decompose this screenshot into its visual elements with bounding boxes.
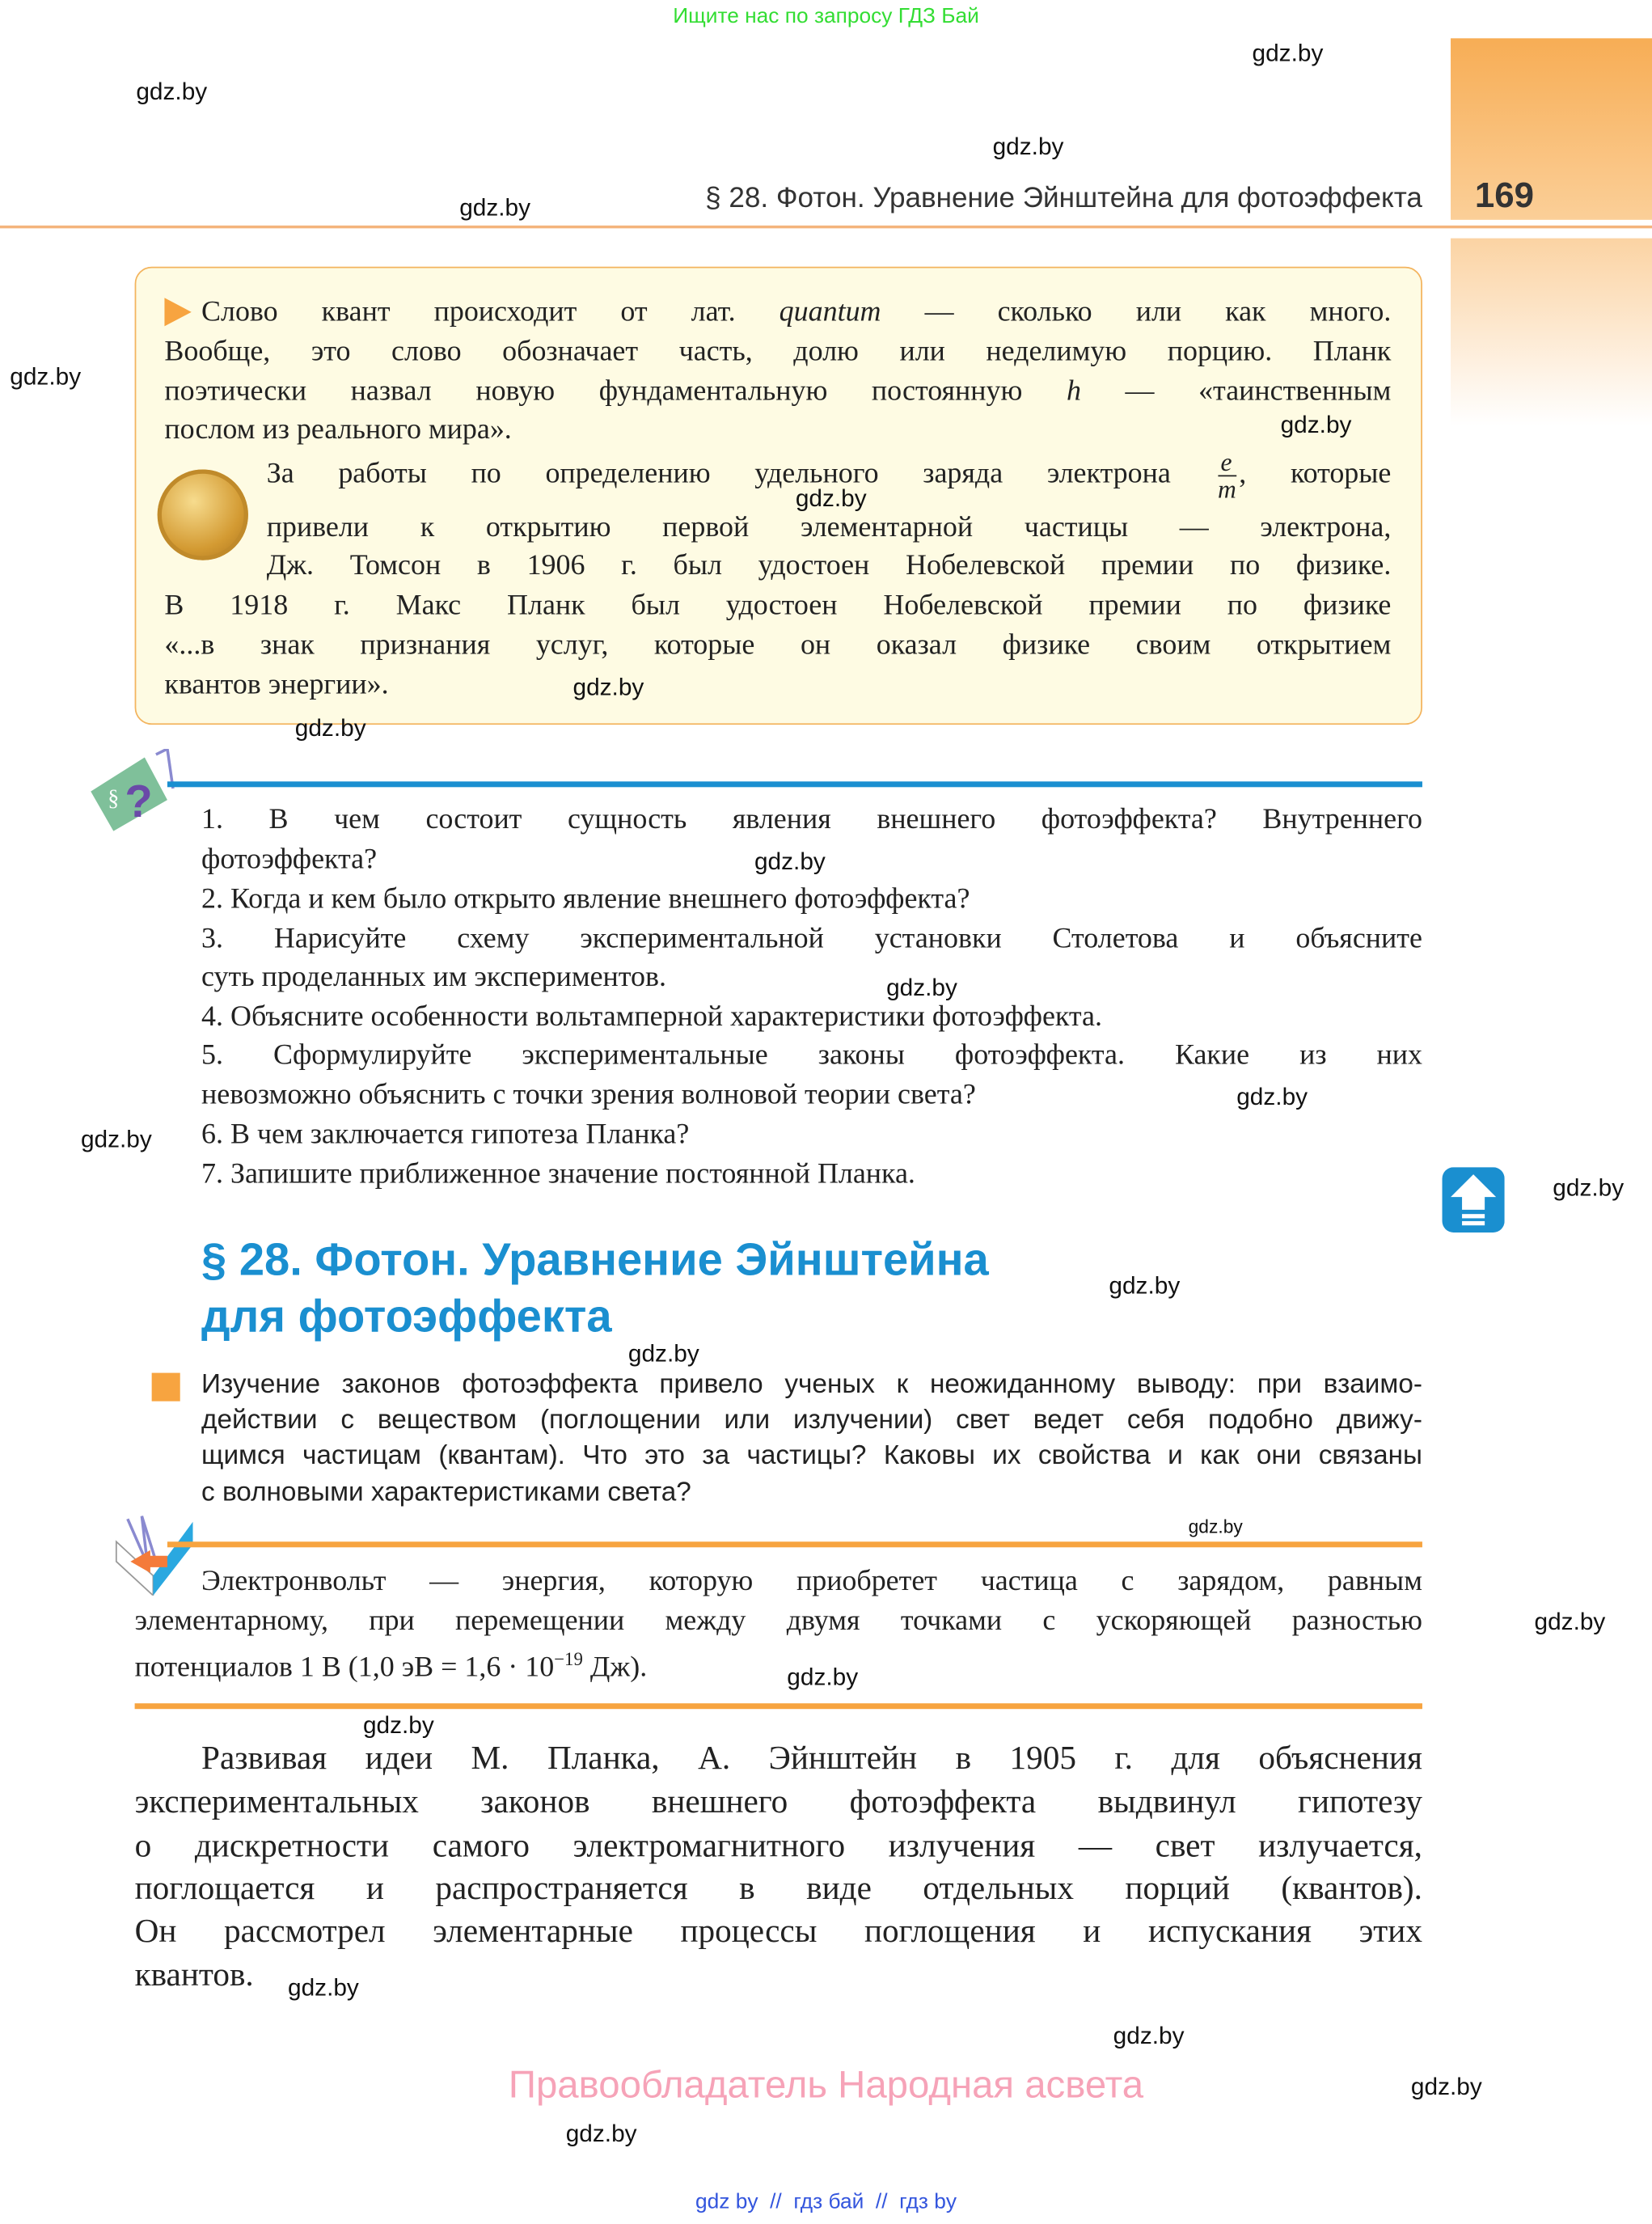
footer-links[interactable]: gdz by // гдз бай // гдз by [695, 2189, 957, 2214]
main-line: Он рассмотрел элементарные процессы поглощения и испускания этих [134, 1913, 1422, 1951]
watermark: gdz.by [1109, 1272, 1181, 1300]
watermark: gdz.by [288, 1974, 359, 2002]
intro-line: действии с веществом (поглощении или излучении) свет ведет себя подобно движу- [201, 1405, 1422, 1435]
watermark: gdz.by [572, 674, 644, 701]
intro-line: с волновыми характеристиками света? [201, 1478, 691, 1508]
top-banner[interactable]: Ищите нас по запросу ГДЗ Бай [673, 4, 979, 29]
main-line: квантов. [134, 1957, 254, 1994]
svg-text:?: ? [125, 776, 153, 827]
e-over-m-fraction: $\frac{e}{m}$ [1217, 448, 1236, 504]
question-line: 2. Когда и кем было открыто явление внешнего фотоэффекта? [201, 883, 970, 915]
watermark: gdz.by [565, 2120, 637, 2148]
watermark: gdz.by [362, 1711, 434, 1740]
running-title: § 28. Фотон. Уравнение Эйнштейна для фотоэффекта [705, 183, 1422, 214]
bullet-triangle-icon [164, 298, 191, 326]
definition-line: потенциалов 1 В (1,0 эВ = $1,6 \cdot 10^{-19}$ Дж). [134, 1647, 648, 1684]
note-line: В 1918 г. Макс Планк был удостоен Нобелевской премии по физике [164, 590, 1392, 622]
note-line: Слово квант происходит от лат. quantum — сколько или как много. [201, 296, 1392, 328]
note-line: За работы по определению удельного заряда электрона $\frac{e}{m}$ , которые [266, 448, 1392, 504]
question-line: 6. В чем заключается гипотеза Планка? [201, 1118, 690, 1151]
copyright-footer: Правообладатель Народная асвета [508, 2063, 1144, 2107]
watermark: gdz.by [1188, 1516, 1243, 1538]
definition-rule-bottom [135, 1703, 1422, 1709]
watermark: gdz.by [787, 1664, 859, 1691]
page-tab-fade [1451, 239, 1652, 425]
nobel-medal-icon [158, 469, 248, 560]
main-line: экспериментальных законов внешнего фотоэффекта выдвинул гипотезу [134, 1784, 1422, 1821]
questions-icon [88, 749, 182, 831]
main-line: о дискретности самого электромагнитного излучения — свет излучается, [134, 1828, 1422, 1866]
intro-line: Изучение законов фотоэффекта привело ученых к неожиданному выводу: при взаимо- [201, 1370, 1422, 1400]
note-line: «...в знак признания услуг, которые он оказал физике своим открытием [164, 629, 1392, 662]
question-line: 5. Сформулируйте экспериментальные законы фотоэффекта. Какие из них [201, 1039, 1422, 1072]
svg-text:§: § [108, 786, 120, 812]
watermark: gdz.by [1236, 1083, 1308, 1111]
note-line: послом из реального мира». [164, 414, 512, 446]
question-line: 3. Нарисуйте схему экспериментальной установки Столетова и объясните [201, 923, 1422, 955]
main-line: Развивая идеи М. Планка, А. Эйнштейн в 1905 г. для объяснения [201, 1740, 1422, 1778]
watermark: gdz.by [136, 78, 208, 105]
watermark: gdz.by [80, 1126, 152, 1153]
main-line: поглощается и распространяется в виде отдельных порций (квантов). [134, 1871, 1422, 1908]
note-line: Вообще, это слово обозначает часть, долю или неделимую порцию. Планк [164, 336, 1392, 368]
note-line: поэтически назвал новую фундаментальную постоянную h — «таинственным [164, 375, 1392, 408]
question-line: 7. Запишите приближенное значение постоянной Планка. [201, 1158, 915, 1190]
section-title-line2: для фотоэффекта [201, 1290, 612, 1342]
watermark: gdz.by [1280, 411, 1352, 438]
definition-rule-top [167, 1541, 1422, 1547]
watermark: gdz.by [1113, 2022, 1185, 2050]
section-title-line1: § 28. Фотон. Уравнение Эйнштейна [201, 1233, 989, 1285]
question-line: невозможно объяснить с точки зрения волновой теории света? [201, 1079, 976, 1111]
watermark: gdz.by [459, 194, 531, 222]
watermark: gdz.by [754, 848, 826, 876]
question-line: 1. В чем состоит сущность явления внешнего фотоэффекта? Внутреннего [201, 804, 1422, 835]
definition-line: Электронвольт — энергия, которую приобретет частица с зарядом, равным [201, 1566, 1422, 1597]
note-line: привели к открытию первой элементарной частицы — электрона, [266, 512, 1392, 543]
note-line: квантов энергии». [164, 669, 389, 701]
question-line: суть проделанных им экспериментов. [201, 962, 666, 993]
definition-book-icon [113, 1513, 196, 1596]
watermark: gdz.by [294, 714, 366, 742]
questions-rule [167, 781, 1422, 787]
watermark: gdz.by [10, 362, 82, 391]
watermark: gdz.by [1410, 2073, 1482, 2101]
question-line: фотоэффекта? [201, 844, 378, 876]
watermark: gdz.by [886, 974, 957, 1002]
home-up-icon[interactable] [1443, 1167, 1505, 1233]
intro-line: щимся частицам (квантам). Что это за частицы? Каковы их свойства и как они связаны [201, 1440, 1422, 1471]
watermark: gdz.by [627, 1340, 699, 1368]
page-number: 169 [1474, 175, 1535, 216]
note-line: Дж. Томсон в 1906 г. был удостоен Нобелевской премии по физике. [266, 550, 1392, 582]
watermark: gdz.by [795, 484, 867, 513]
watermark: gdz.by [1252, 40, 1324, 67]
watermark: gdz.by [1553, 1174, 1625, 1202]
question-line: 4. Объясните особенности вольтамперной характеристики фотоэффекта. [201, 1001, 1103, 1033]
definition-line: элементарному, при перемещении между двумя точками с ускоряющей разностью [134, 1605, 1422, 1637]
watermark: gdz.by [1534, 1608, 1606, 1636]
watermark: gdz.by [992, 133, 1064, 161]
header-rule [0, 226, 1652, 229]
intro-square-icon [152, 1373, 180, 1402]
